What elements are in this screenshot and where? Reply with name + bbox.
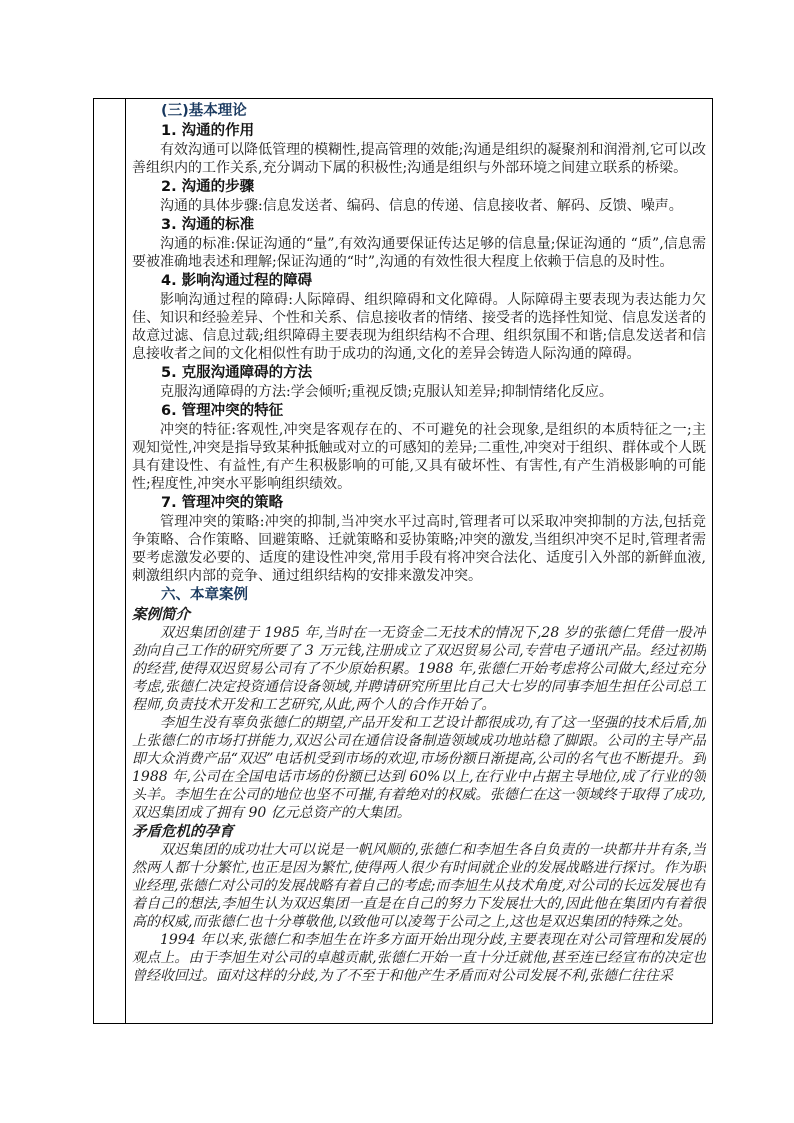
paragraph: 克服沟通障碍的方法:学会倾听;重视反馈;克服认知差异;抑制情绪化反应。 [160,384,613,400]
subsection-heading: 6. 管理冲突的特征 [161,403,284,419]
case-heading: 案例简介 [132,606,190,623]
subsection-heading: 2. 沟通的步骤 [161,179,255,195]
case-paragraph: 1994 年以来,张德仁和李旭生在许多方面开始出现分歧,主要表现在对公司管理和发展的观点上。由于李旭生对公司的卓越贡献,张德仁开始一直十分迁就他,甚至连已经宣布的决定也曾经收回过。面对这样的分歧,为了不至于和他产生矛盾而对公司发展不利,张德仁往往采 [132,932,706,984]
table-gutter-cell [94,99,126,1024]
subsection-heading: 1. 沟通的作用 [161,123,255,139]
paragraph: 管理冲突的策略:冲突的抑制,当冲突水平过高时,管理者可以采取冲突抑制的方法,包括竞争策略、合作策略、回避策略、迁就策略和妥协策略;冲突的激发,当组织冲突不足时,管理者需要考虑激发必要的、适度的建设性冲突,常用手段有将冲突合法化、适度引入外部的新鲜血液,刺激组织内部的竞争、通过组织结构的安排来激发冲突。 [132,514,706,584]
paragraph: 沟通的标准:保证沟通的“量”,有效沟通要保证传达足够的信息量;保证沟通的 “质”,信息需要被准确地表述和理解;保证沟通的“时”,沟通的有效性很大程度上依赖于信息的及时性。 [132,236,706,270]
case-paragraph: 双迟集团的成功壮大可以说是一帆风顺的,张德仁和李旭生各自负责的一块都井井有条,当然两人都十分繁忙,也正是因为繁忙,使得两人很少有时间就企业的发展战略进行探讨。作为职业经理,张德仁对公司的发展战略有着自己的考虑;而李旭生从技术角度,对公司的长远发展也有着自己的想法,李旭生认为双迟集团一直是在自己的努力下发展壮大的,因此他在集团内有着很高的权威,而张德仁也十分尊敬他,以致他可以凌驾于公司之上,这也是双迟集团的特殊之处。 [132,842,706,930]
content-blocks [132,101,706,985]
subsection-heading: 3. 沟通的标准 [161,217,255,233]
paragraph: 冲突的特征:客观性,冲突是客观存在的、不可避免的社会现象,是组织的本质特征之一;主观知觉性,冲突是指导致某种抵触或对立的可感知的差异;二重性,冲突对于组织、群体或个人既具有建设性、有益性,有产生积极影响的可能,又具有破坏性、有害性,有产生消极影响的可能性;程度性,冲突水平影响组织绩效。 [132,422,706,492]
paragraph: 沟通的具体步骤:信息发送者、编码、信息的传递、信息接收者、解码、反馈、噪声。 [160,198,683,214]
paragraph: 影响沟通过程的障碍:人际障碍、组织障碍和文化障碍。人际障碍主要表现为表达能力欠佳、知识和经验差异、个性和关系、信息接收者的情绪、接受者的选择性知觉、信息发送者的故意过滤、信息过载;组织障碍主要表现为组织结构不合理、组织氛围不和谐;信息发送者和信息接收者之间的文化相似性有助于成功的沟通,文化的差异会铸造人际沟通的障碍。 [132,292,706,362]
case-heading: 矛盾危机的孕育 [132,823,234,840]
subsection-heading: 5. 克服沟通障碍的方法 [161,365,313,381]
subsection-heading: 4. 影响沟通过程的障碍 [161,273,313,289]
paragraph: 有效沟通可以降低管理的模糊性,提高管理的效能;沟通是组织的凝聚剂和润滑剂,它可以改善组织内的工作关系,充分调动下属的积极性;沟通是组织与外部环境之间建立联系的桥梁。 [132,142,706,176]
table-content-cell [126,99,713,1024]
subsection-heading: 7. 管理冲突的策略 [161,495,284,511]
content-table [93,98,713,1024]
case-paragraph: 李旭生没有辜负张德仁的期望,产品开发和工艺设计都很成功,有了这一坚强的技术后盾,加上张德仁的市场打拼能力,双迟公司在通信设备制造领域成功地站稳了脚跟。公司的主导产品即大众消费产品“双迟”电话机受到市场的欢迎,市场份额日渐提高,公司的名气也不断提升。到 1988 年,公司在全国电话市场的份额已达到 60%以上,在行业中占据主导地位,成了行业的领头羊。李旭生在公司的地位也坚不可摧,有着绝对的权威。张德仁在这一领域终于取得了成功,双迟集团成了拥有 90 亿元总资产的大集团。 [132,715,706,821]
section-heading-blue: (三)基本理论 [161,103,247,119]
case-paragraph: 双迟集团创建于 1985 年,当时在一无资金二无技术的情况下,28 岁的张德仁凭借一股冲劲向自己工作的研究所要了 3 万元钱,注册成立了双迟贸易公司,专营电子通讯产品。经过初期的经营,使得双迟贸易公司有了不少原始积累。1988 年,张德仁开始考虑将公司做大,经过充分考虑,张德仁决定投资通信设备领域,并聘请研究所里比自己大七岁的同事李旭生担任公司总工程师,负责技术开发和工艺研究,从此,两个人的合作开始了。 [132,625,706,713]
table-row [94,99,713,1024]
section-heading-blue: 六、本章案例 [161,587,248,603]
